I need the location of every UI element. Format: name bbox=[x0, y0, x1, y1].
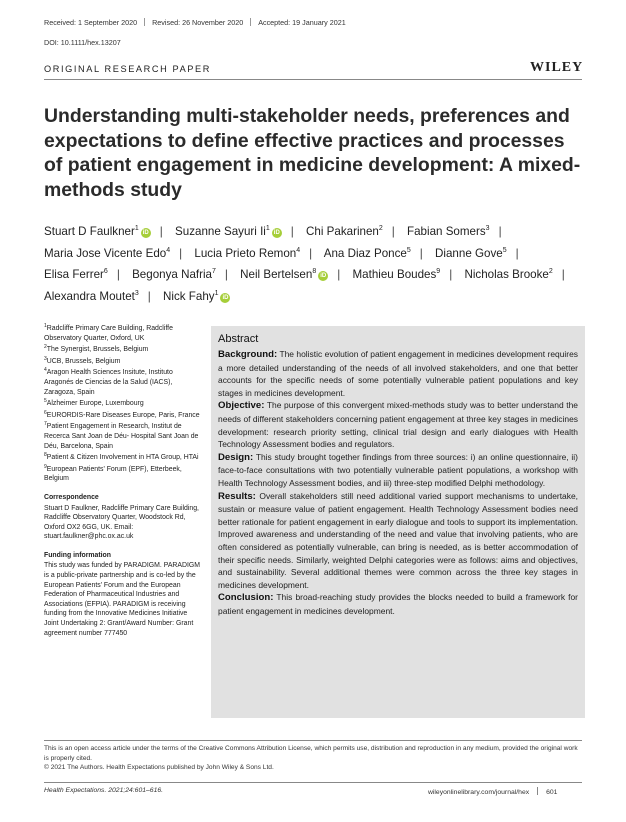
abstract-section-text: The purpose of this convergent mixed-methods study was to better understand the needs of different stakeholders concerning patient engagement at three key stages in medicines development: research priority setting, clinical trial design and early dialogues with Health Technology Assessment bodies and regulators. bbox=[218, 400, 578, 450]
author-name-text: Alexandra Moutet bbox=[44, 289, 135, 303]
author-affiliation-number: 2 bbox=[378, 225, 383, 232]
affiliation-number: 1 bbox=[44, 323, 47, 329]
funding-heading: Funding information bbox=[44, 551, 111, 559]
author-separator: | bbox=[116, 268, 120, 281]
abstract-sections bbox=[218, 348, 578, 617]
author-name-text: Fabian Somers bbox=[407, 225, 486, 238]
author-name[interactable] bbox=[44, 225, 151, 238]
author-separator: | bbox=[159, 225, 163, 238]
author-name[interactable] bbox=[306, 225, 383, 238]
affiliation-text: EURORDIS-Rare Diseases Europe, Paris, France bbox=[46, 411, 200, 419]
affiliation-text: UCB, Brussels, Belgium bbox=[46, 357, 121, 365]
affiliation-text: Patient Engagement in Research, Institut de Recerca Sant Joan de Déu- Hospital Sant Joan de Déu, Barcelona, Spain bbox=[44, 423, 199, 450]
abstract-section-label: Background: bbox=[218, 349, 278, 360]
footer-right bbox=[428, 787, 557, 796]
accepted-date: Accepted: 19 January 2021 bbox=[258, 18, 346, 27]
author-name[interactable] bbox=[44, 290, 139, 303]
affiliation-text: Alzheimer Europe, Luxembourg bbox=[46, 400, 144, 408]
divider bbox=[144, 18, 145, 26]
author-name-text: Lucia Prieto Remon bbox=[194, 246, 297, 260]
affiliation-number: 4 bbox=[44, 367, 47, 374]
footer-rule bbox=[44, 782, 582, 783]
abstract-section-text: This broad-reaching study provides the blocks needed to build a framework for patient engagement in medicines development. bbox=[218, 592, 578, 616]
author-name-text: Maria Jose Vicente Edo bbox=[44, 246, 167, 260]
author-name[interactable] bbox=[435, 247, 507, 260]
funding-text: This study was funded by PARADIGM. PARADIGM is a public-private partnership and is co-led by the European Patients' Forum and the European Federation of Pharmaceutical Industries and Associations (EFPIA). PARADIGM is receiving funding from the Innovative Medicines Initiative Joint Undertaking 2: Grant/Award Number: Grant agreement number 777450 bbox=[44, 562, 200, 637]
author-affiliation-number: 4 bbox=[296, 246, 301, 254]
abstract-box bbox=[211, 326, 585, 718]
author-affiliation-number: 1 bbox=[214, 289, 219, 297]
author-affiliation-number: 1 bbox=[134, 225, 139, 232]
affiliation-item bbox=[44, 411, 202, 421]
correspondence-heading: Correspondence bbox=[44, 493, 99, 501]
orcid-icon[interactable]: iD bbox=[273, 230, 280, 236]
author-name-text: Suzanne Sayuri Ii bbox=[175, 225, 266, 238]
affiliation-item bbox=[44, 345, 202, 355]
article-dates bbox=[44, 18, 346, 27]
abstract-section bbox=[218, 591, 578, 617]
abstract-section bbox=[218, 451, 578, 490]
affiliation-number: 5 bbox=[44, 398, 47, 405]
author-name[interactable] bbox=[44, 268, 108, 281]
author-separator: | bbox=[498, 225, 502, 238]
orcid-icon[interactable]: iD bbox=[222, 294, 229, 301]
author-name[interactable] bbox=[132, 268, 216, 281]
author-name[interactable] bbox=[44, 247, 170, 260]
received-date: Received: 1 September 2020 bbox=[44, 18, 138, 27]
author-separator: | bbox=[337, 268, 341, 281]
abstract-section bbox=[218, 490, 578, 592]
affiliation-text: European Patients' Forum (EPF), Etterbeek, Belgium bbox=[44, 465, 182, 483]
page-number: 601 bbox=[546, 789, 558, 796]
author-separator: | bbox=[391, 225, 395, 238]
author-separator: | bbox=[224, 268, 228, 281]
affiliation-list bbox=[44, 324, 202, 484]
abstract-section-text: The holistic evolution of patient engagement in medicines development requires a more detailed understanding of the needs of all involved stakeholders, and one that better accounts for the specific needs of some potentially vulnerable patient populations and key stages in medicines development. bbox=[218, 349, 578, 398]
correspondence-text: Stuart D Faulkner, Radcliffe Primary Care Building, Radcliffe Observatory Quarter, Woodstock Rd, Oxford OX2 6GG, UK. Email: stuart.faulkner@phc.ox.ac.uk bbox=[44, 504, 199, 541]
author-name-text: Dianne Gove bbox=[435, 246, 503, 260]
abstract-section-text: Overall stakeholders still need additional varied support mechanisms to undertake, sustain or measure value of patient engagement. Health Technology Assessment bodies need better rationale for patient engagement in early dialogue and tools to support its implementation. Improved awareness and understanding of the need and value that involving patients, who are often considered as potentially vulnerable, can bring is needed, as is better accommodation of their specific needs. Similarly, weighted Delphi categories were as follows: aims and objectives, and sustainability. Several additional themes were common across the three key stages in medicines development. bbox=[218, 490, 578, 590]
affiliation-number: 3 bbox=[44, 355, 47, 362]
author-affiliation-number: 5 bbox=[502, 246, 507, 254]
revised-date: Revised: 26 November 2020 bbox=[152, 18, 244, 27]
article-title: Understanding multi-stakeholder needs, preferences and expectations to define effective practices and processes of patient engagement in medicine development: A mixed-methods study bbox=[44, 105, 581, 201]
copyright-text: © 2021 The Authors. Health Expectations published by John Wiley & Sons Ltd. bbox=[44, 764, 274, 772]
affiliation-number: 7 bbox=[44, 421, 47, 428]
abstract-section-label: Objective: bbox=[218, 400, 265, 412]
author-name[interactable] bbox=[464, 268, 552, 281]
abstract-section-label: Conclusion: bbox=[218, 592, 274, 604]
author-separator: | bbox=[561, 268, 565, 281]
author-name-text: Nicholas Brooke bbox=[464, 268, 549, 281]
author-affiliation-number: 2 bbox=[548, 268, 553, 275]
author-name-text: Stuart D Faulkner bbox=[44, 225, 135, 238]
author-affiliation-number: 7 bbox=[212, 268, 216, 275]
abstract-section bbox=[218, 348, 578, 399]
author-separator: | bbox=[515, 246, 519, 260]
affiliation-item bbox=[44, 357, 202, 367]
affiliation-number: 8 bbox=[44, 452, 47, 459]
divider bbox=[250, 18, 251, 26]
divider bbox=[537, 787, 538, 795]
author-name-text: Mathieu Boudes bbox=[352, 268, 437, 281]
author-name-text: Ana Diaz Ponce bbox=[323, 246, 407, 260]
affiliation-item bbox=[44, 422, 202, 451]
publisher-logo: WILEY bbox=[530, 60, 584, 75]
license-rule bbox=[44, 740, 582, 741]
author-separator: | bbox=[290, 225, 294, 238]
author-affiliation-number: 3 bbox=[485, 225, 490, 232]
orcid-icon[interactable]: iD bbox=[320, 273, 327, 279]
abstract-heading: Abstract bbox=[218, 333, 259, 345]
abstract-section bbox=[218, 399, 578, 450]
author-affiliation-number: 9 bbox=[436, 268, 441, 275]
affiliation-number: 9 bbox=[44, 463, 47, 470]
author-name[interactable] bbox=[240, 268, 328, 281]
affiliation-text: Patient & Citizen Involvement in HTA Group, HTAi bbox=[46, 454, 199, 462]
affiliation-item bbox=[44, 399, 202, 409]
author-separator: | bbox=[179, 246, 183, 260]
affiliation-item bbox=[44, 324, 202, 343]
affiliation-item bbox=[44, 465, 202, 484]
license-notice bbox=[44, 744, 584, 773]
author-name[interactable] bbox=[175, 225, 282, 238]
author-list bbox=[44, 221, 589, 307]
author-affiliation-number: 1 bbox=[265, 225, 270, 232]
affiliation-number: 2 bbox=[44, 344, 47, 351]
abstract-section-label: Results: bbox=[218, 490, 256, 502]
side-column bbox=[44, 324, 202, 638]
author-name-text: Elisa Ferrer bbox=[44, 268, 104, 281]
author-name[interactable] bbox=[194, 247, 300, 260]
author-name[interactable] bbox=[324, 247, 411, 260]
affiliation-item bbox=[44, 368, 202, 397]
affiliation-number: 6 bbox=[44, 409, 47, 416]
journal-url[interactable]: wileyonlinelibrary.com/journal/hex bbox=[428, 789, 530, 796]
author-separator: | bbox=[309, 246, 313, 260]
author-name-text: Neil Bertelsen bbox=[240, 268, 313, 281]
author-separator: | bbox=[147, 289, 151, 303]
author-name-text: Chi Pakarinen bbox=[306, 225, 379, 238]
orcid-icon[interactable]: iD bbox=[142, 230, 149, 236]
author-affiliation-number: 3 bbox=[134, 289, 139, 297]
article-type: ORIGINAL RESEARCH PAPER bbox=[44, 64, 211, 74]
author-separator: | bbox=[419, 246, 423, 260]
author-separator: | bbox=[449, 268, 453, 281]
header-rule bbox=[44, 79, 582, 80]
author-affiliation-number: 5 bbox=[406, 246, 411, 254]
affiliation-text: The Synergist, Brussels, Belgium bbox=[46, 346, 149, 354]
author-name[interactable] bbox=[353, 268, 441, 281]
author-name-text: Begonya Nafria bbox=[132, 268, 212, 281]
abstract-section-text: This study brought together findings from three sources: i) an online questionnaire, ii) face-to-face consultations with two potentially vulnerable patient populations, a workshop with Health Technology Assessment bodies, and iii) three-step modified Delphi methodology. bbox=[218, 451, 578, 488]
affiliation-text: Aragon Health Sciences Insitute, Instituto Aragonés de Ciencias de la Salud (IACS), Zaragoza, Spain bbox=[44, 369, 173, 396]
author-affiliation-number: 6 bbox=[103, 268, 108, 275]
author-affiliation-number: 8 bbox=[312, 268, 317, 275]
affiliation-item bbox=[44, 453, 202, 463]
affiliation-text: Radcliffe Primary Care Building, Radcliffe Observatory Quarter, Oxford, UK bbox=[44, 325, 173, 342]
abstract-section-label: Design: bbox=[218, 451, 254, 463]
author-name-text: Nick Fahy bbox=[163, 289, 215, 303]
author-name[interactable] bbox=[163, 290, 230, 303]
author-affiliation-number: 4 bbox=[166, 246, 171, 254]
author-name[interactable] bbox=[407, 225, 490, 238]
license-text: This is an open access article under the terms of the Creative Commons Attribution License, which permits use, distribution and reproduction in any medium, provided the original work is properly cited. bbox=[44, 745, 578, 762]
doi[interactable]: DOI: 10.1111/hex.13207 bbox=[44, 38, 121, 47]
journal-citation: Health Expectations. 2021;24:601–616. bbox=[44, 787, 164, 794]
